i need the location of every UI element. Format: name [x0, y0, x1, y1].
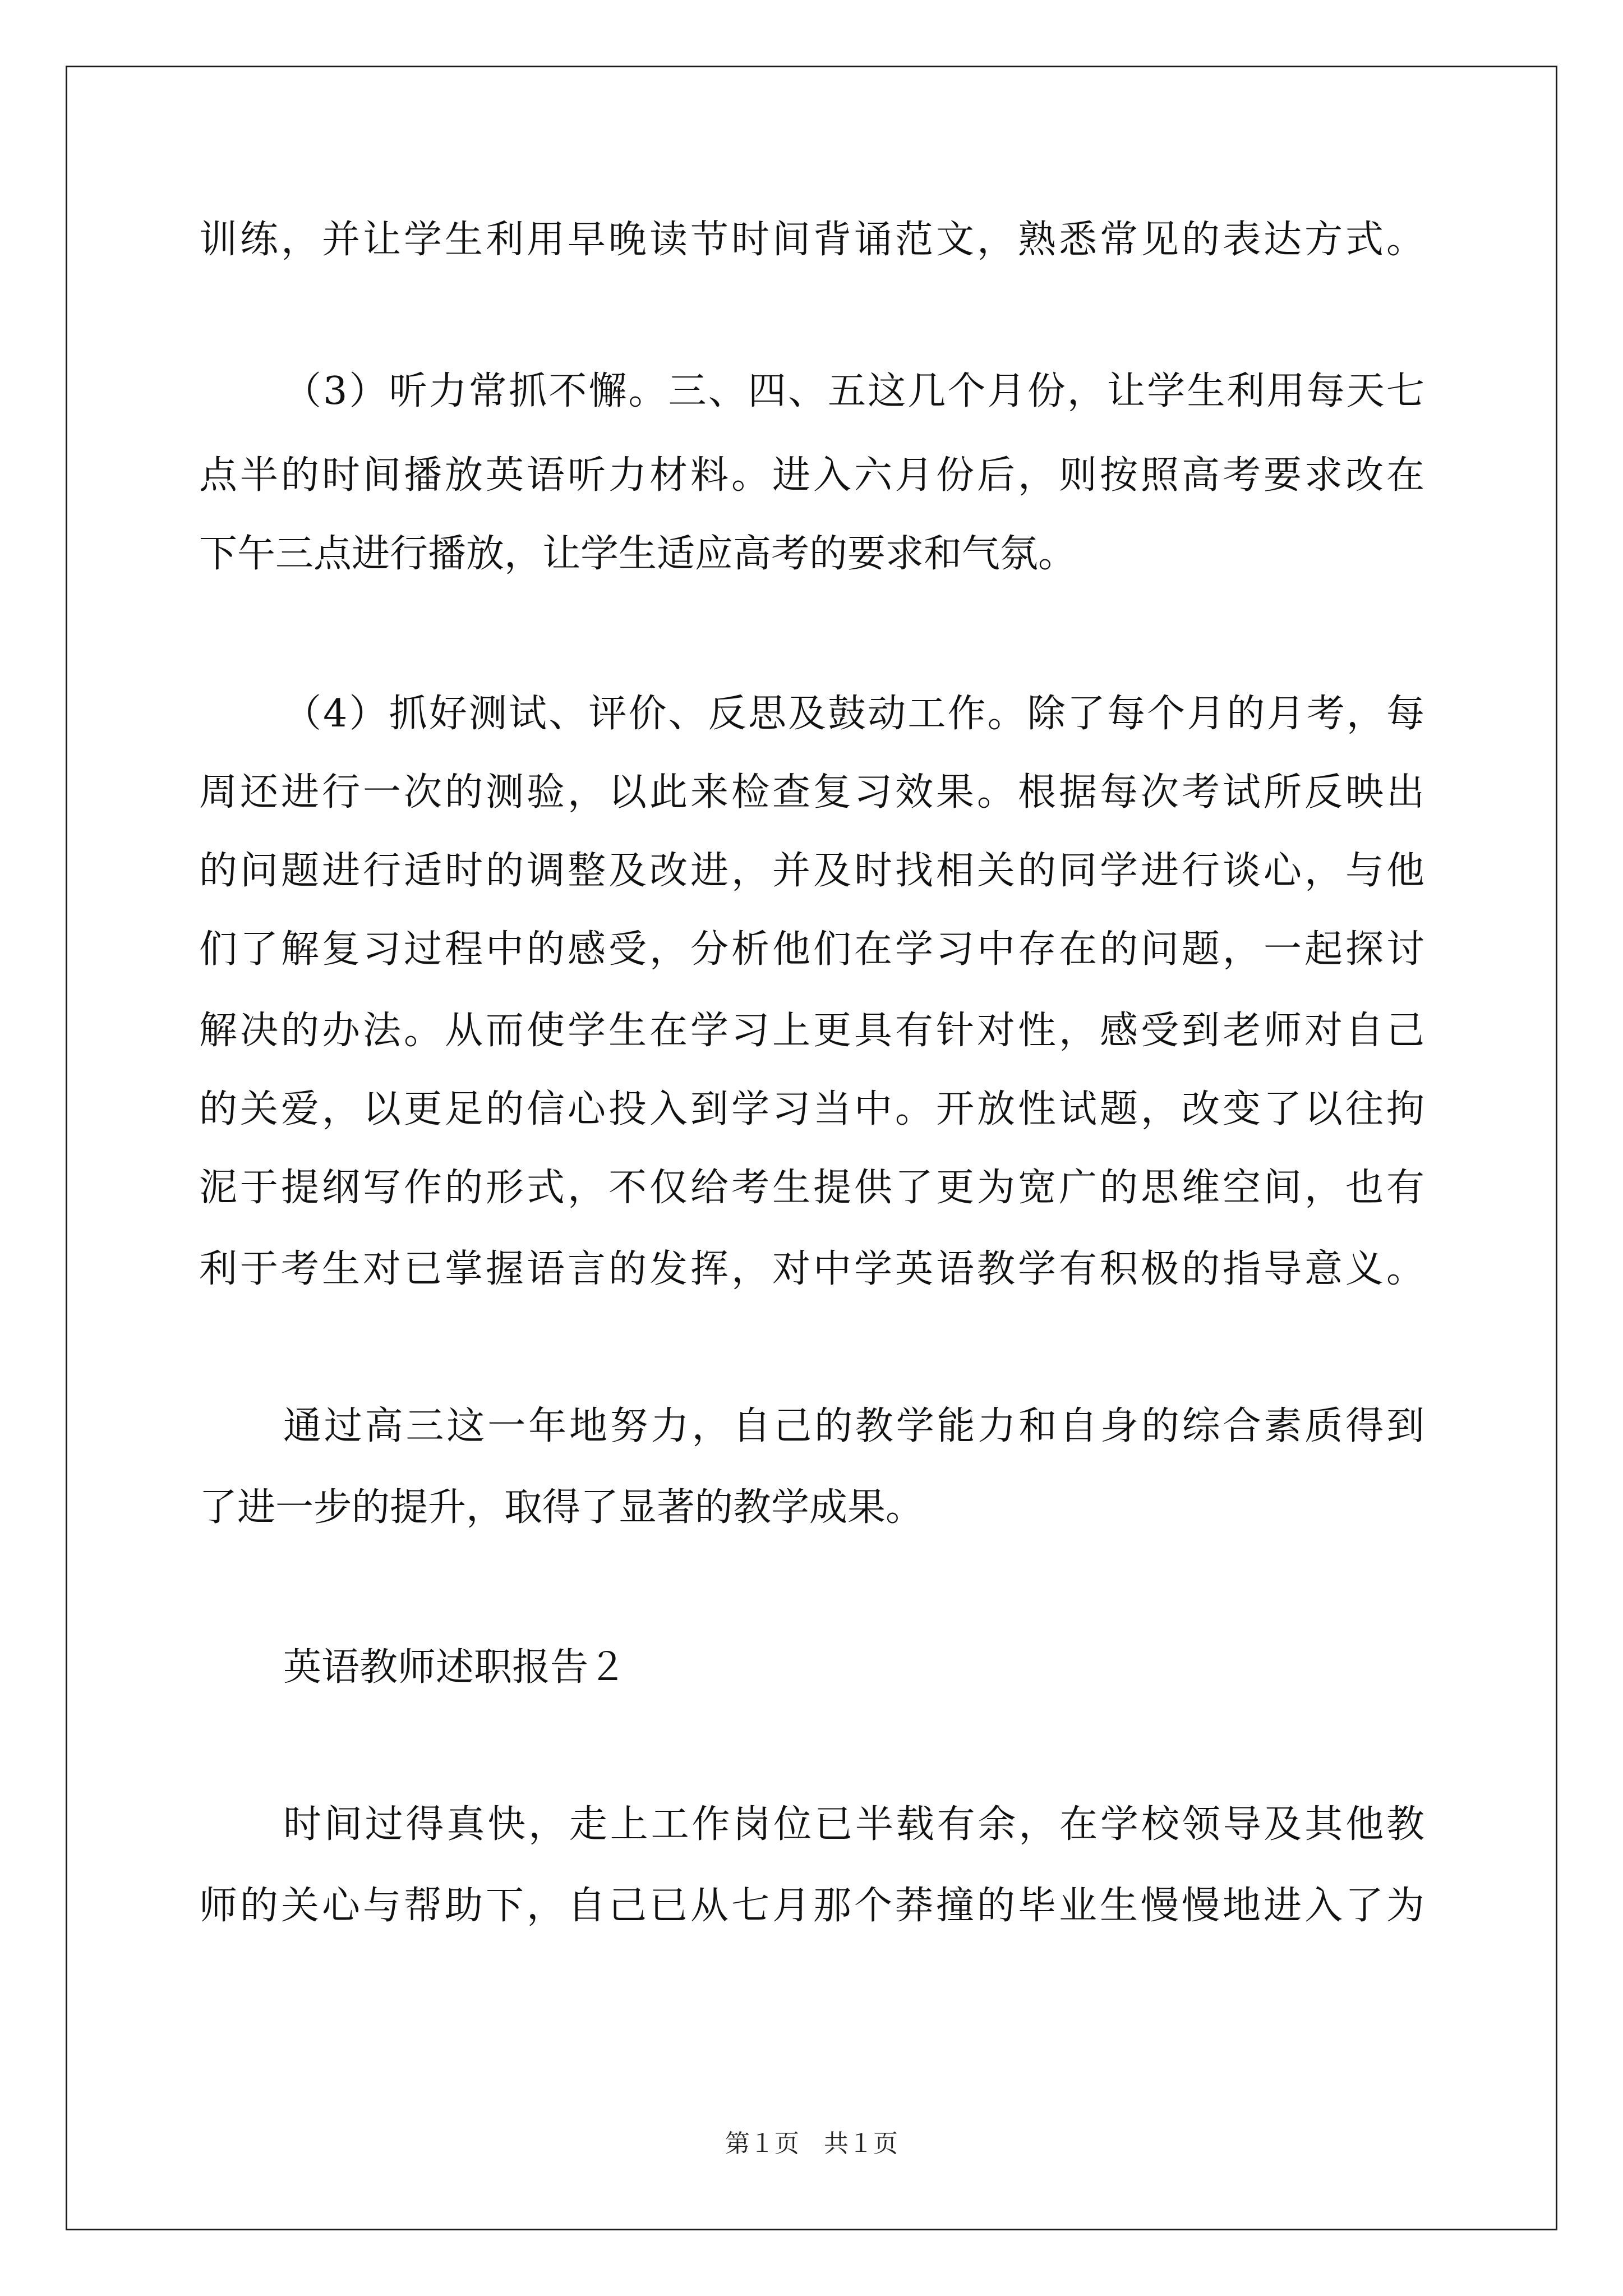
text-line: 泥于提纲写作的形式，不仅给考生提供了更为宽广的思维空间，也有 [199, 1166, 1424, 1210]
text-line: 周还进行一次的测验，以此来检查复习效果。根据每次考试所反映出 [199, 770, 1424, 815]
text-line: 点半的时间播放英语听力材料。进入六月份后，则按照高考要求改在 [199, 453, 1424, 498]
text-line: 时间过得真快，走上工作岗位已半载有余，在学校领导及其他教 [283, 1802, 1424, 1847]
text-line: 们了解复习过程中的感受，分析他们在学习中存在的问题，一起探讨 [199, 927, 1424, 972]
text-line: 利于考生对已掌握语言的发挥，对中学英语教学有积极的指导意义。 [199, 1247, 1424, 1291]
text-line: （4）抓好测试、评价、反思及鼓动工作。除了每个月的月考，每 [283, 692, 1424, 736]
section-heading: 英语教师述职报告２ [283, 1645, 627, 1690]
text-line: 通过高三这一年地努力，自己的教学能力和自身的综合素质得到 [283, 1404, 1424, 1448]
page-number-footer: 第１页 共１页 [725, 2129, 898, 2158]
text-line: 解决的办法。从而使学生在学习上更具有针对性，感受到老师对自己 [199, 1009, 1424, 1053]
text-line: 的关爱，以更足的信心投入到学习当中。开放性试题，改变了以往拘 [199, 1087, 1424, 1131]
text-line: 下午三点进行播放，让学生适应高考的要求和气氛。 [199, 532, 1077, 576]
text-line: 的问题进行适时的调整及改进，并及时找相关的同学进行谈心，与他 [199, 849, 1424, 893]
text-line: 了进一步的提升，取得了显著的教学成果。 [199, 1485, 924, 1530]
text-line: 训练，并让学生利用早晚读节时间背诵范文，熟悉常见的表达方式。 [199, 218, 1424, 262]
text-line: 师的关心与帮助下，自己已从七月那个莽撞的毕业生慢慢地进入了为 [199, 1884, 1424, 1928]
text-line: （3）听力常抓不懈。三、四、五这几个月份，让学生利用每天七 [283, 369, 1424, 413]
